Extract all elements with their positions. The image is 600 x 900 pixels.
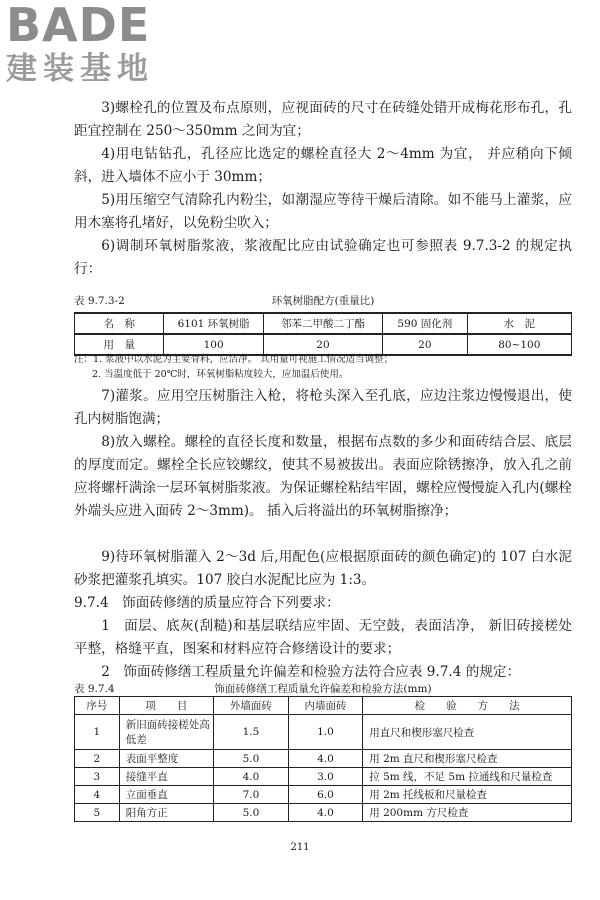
- table1-header-cell: 水 泥: [467, 313, 571, 334]
- table2-cell-method: 拉 5m 线，不足 5m 拉通线和尺量检查: [363, 768, 572, 786]
- table2-cell-method: 用 200mm 方尺检查: [363, 804, 572, 822]
- table2-cell-int: 1.0: [288, 715, 363, 750]
- table2-header-cell: 检 验 方 法: [363, 697, 572, 715]
- table1-title: 环氧树脂配方(重量比): [271, 295, 375, 307]
- table2-cell-no: 2: [75, 750, 120, 768]
- table2-cell-item: 接缝平直: [119, 768, 213, 786]
- section-9-7-4: 9.7.4 饰面砖修缮的质量应符合下列要求：: [74, 595, 340, 611]
- table2-cell-no: 5: [75, 804, 120, 822]
- paragraph-step-4: 4)用电钻钻孔，孔径应比选定的螺栓直径大 2～4mm 为宜， 并应稍向下倾斜，进入墙体不应小于 30mm；: [74, 146, 572, 185]
- table1-data-row: [75, 334, 572, 355]
- table2-header-cell: 内墙面砖: [288, 697, 363, 715]
- table2-header-cell: 项 目: [119, 697, 213, 715]
- table2-cell-no: 3: [75, 768, 120, 786]
- table2-cell-ext: 5.0: [214, 750, 289, 768]
- table1-header-cell: 邻苯二甲酸二丁酯: [263, 313, 382, 334]
- logo-brand: BADE: [6, 0, 151, 52]
- tile-tolerance-table: [74, 696, 572, 822]
- paragraph-step-6: 6)调制环氧树脂浆液，浆液配比应由试验确定也可参照表 9.7.3-2 的规定执行：: [74, 238, 572, 277]
- table2-row: [75, 750, 572, 768]
- table1-cell: 100: [164, 334, 263, 355]
- table2-cell-ext: 4.0: [214, 768, 289, 786]
- table2-cell-no: 4: [75, 786, 120, 804]
- table2-cell-int: 3.0: [288, 768, 363, 786]
- table2-cell-int: 6.0: [288, 786, 363, 804]
- table2-row: [75, 768, 572, 786]
- table2-cell-item: 表面平整度: [119, 750, 213, 768]
- table1-header-row: [75, 313, 572, 334]
- table1-header-cell: 6101 环氧树脂: [164, 313, 263, 334]
- table1-header-cell: 590 固化剂: [383, 313, 467, 334]
- table2-cell-item: 新旧面砖接槎处高低差: [119, 715, 213, 750]
- table1-caption: 表 9.7.3-2: [74, 295, 125, 307]
- table2-header-cell: 序号: [75, 697, 120, 715]
- table2-cell-int: 4.0: [288, 750, 363, 768]
- epoxy-formula-table: [74, 312, 572, 356]
- page-number: 211: [290, 842, 310, 853]
- table2-cell-int: 4.0: [288, 804, 363, 822]
- table1-cell: 20: [383, 334, 467, 355]
- table2-cell-ext: 7.0: [214, 786, 289, 804]
- table2-cell-method: 用直尺和楔形塞尺检查: [363, 715, 572, 750]
- table2-header-cell: 外墙面砖: [214, 697, 289, 715]
- table2-cell-item: 阳角方正: [119, 804, 213, 822]
- paragraph-step-5: 5)用压缩空气清除孔内粉尘，如潮湿应等待干燥后清除。如不能马上灌浆，应用木塞将孔堵好，以免粉尘吹入；: [74, 192, 572, 231]
- table1-cell: 80~100: [467, 334, 571, 355]
- table2-cell-method: 用 2m 直尺和楔形塞尺检查: [363, 750, 572, 768]
- table2-cell-item: 立面垂直: [119, 786, 213, 804]
- table2-cell-ext: 1.5: [214, 715, 289, 750]
- paragraph-step-8: 8)放入螺栓。螺栓的直径长度和数量，根据布点数的多少和面砖结合层、底层的厚度而定。螺栓全长应铰螺纹，使其不易被拔出。表面应除锈擦净，放入孔之前应将螺杆满涂一层环氧树脂浆液。为保证螺栓粘结牢固，螺栓应慢慢旋入孔内(螺栓外端头应进入面砖 2～3mm)。 插入后将溢出的环氧树脂擦净；: [74, 434, 572, 519]
- requirement-2: 2 饰面砖修缮工程质量允许偏差和检验方法符合应表 9.7.4 的规定：: [101, 664, 521, 680]
- table1-note-1: 注：1. 浆液中以水泥为主要骨料，应洁净。 其用量可视施工情况适当调整；: [74, 354, 394, 365]
- logo-subtitle: 建装基地: [6, 51, 154, 87]
- table2-title: 饰面砖修缮工程质量允许偏差和检验方法(mm): [214, 683, 432, 695]
- requirement-1: 1 面层、底灰(刮糙)和基层联结应牢固、无空鼓，表面洁净， 新旧砖接槎处平整，格缝平直，图案和材料应符合修缮设计的要求；: [74, 618, 572, 657]
- paragraph-step-3: 3)螺栓孔的位置及布点原则，应视面砖的尺寸在砖缝处错开成梅花形布孔，孔距宜控制在 250～350mm 之间为宜；: [74, 100, 572, 139]
- table2-cell-method: 用 2m 托线板和尺量检查: [363, 786, 572, 804]
- table1-header-cell: 名 称: [75, 313, 164, 334]
- table1-cell: 用 量: [75, 334, 164, 355]
- table2-cell-ext: 5.0: [214, 804, 289, 822]
- table2-cell-no: 1: [75, 715, 120, 750]
- table2-caption: 表 9.7.4: [74, 683, 115, 695]
- paragraph-step-7: 7)灌浆。应用空压树脂注入枪，将枪头深入至孔底，应边注浆边慢慢退出，使孔内树脂饱满；: [74, 388, 572, 427]
- table2-row: [75, 786, 572, 804]
- table1-cell: 20: [263, 334, 382, 355]
- table2-header-row: [75, 697, 572, 715]
- logo: [6, 2, 154, 86]
- table2-row: [75, 715, 572, 750]
- paragraph-step-9: 9)待环氧树脂灌入 2～3d 后,用配色(应根据原面砖的颜色确定)的 107 白水泥砂浆把灌浆孔填实。107 胶白水泥配比应为 1:3。: [74, 549, 572, 588]
- table2-row: [75, 804, 572, 822]
- table1-note-2: 2. 当温度低于 20℃时，环氧树脂粘度较大，应加温后使用。: [92, 369, 349, 380]
